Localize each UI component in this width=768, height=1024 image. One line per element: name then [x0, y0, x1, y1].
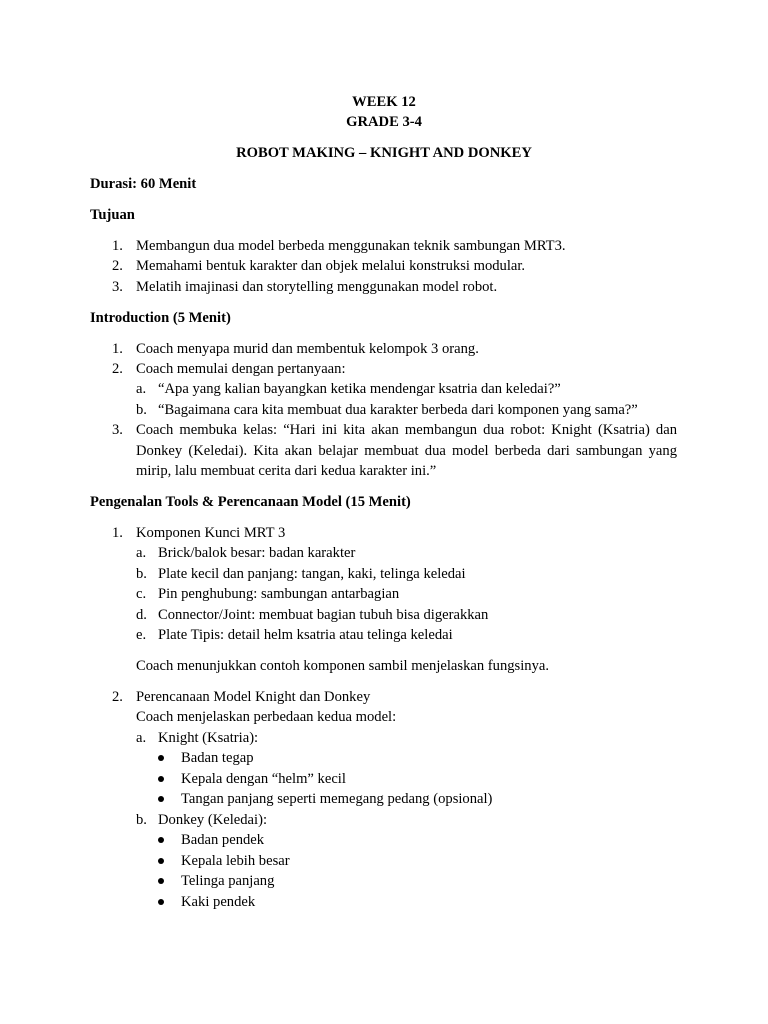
list-item: Melatih imajinasi dan storytelling menggunakan model robot.: [136, 279, 498, 295]
sublist-marker: b.: [136, 812, 147, 828]
coach-note: Coach menunjukkan contoh komponen sambil menjelaskan fungsinya.: [136, 658, 550, 674]
duration-label: Durasi: 60 Menit: [90, 176, 197, 192]
sublist-marker: a.: [136, 545, 147, 561]
bullet-item: Badan tegap: [181, 750, 254, 766]
list-marker: 2.: [112, 689, 123, 705]
list-item: Perencanaan Model Knight dan Donkey: [136, 689, 371, 705]
bullet-item: Kepala lebih besar: [181, 853, 290, 869]
list-marker: 1.: [112, 238, 123, 254]
bullet-item: Telinga panjang: [181, 873, 275, 889]
sublist-item: Plate kecil dan panjang: tangan, kaki, telinga keledai: [158, 566, 466, 582]
sublist-marker: b.: [136, 402, 147, 418]
sublist-item: Pin penghubung: sambungan antarbagian: [158, 586, 400, 602]
bullet-icon: [158, 776, 164, 782]
sublist-item-knight: Knight (Ksatria):: [158, 730, 259, 746]
bullet-item: Kepala dengan “helm” kecil: [181, 771, 346, 787]
list-marker: 2.: [112, 361, 123, 377]
grade-heading: GRADE 3-4: [346, 114, 422, 130]
sublist-marker: e.: [136, 627, 147, 643]
list-item: Coach menyapa murid dan membentuk kelompok 3 orang.: [136, 341, 479, 357]
sublist-marker: a.: [136, 730, 147, 746]
sublist-item: “Apa yang kalian bayangkan ketika mendengar ksatria dan keledai?”: [158, 381, 561, 397]
list-item-line: Coach membuka kelas: “Hari ini kita akan membangun dua robot: Knight (Ksatria) dan: [136, 422, 677, 438]
bullet-icon: [158, 899, 164, 905]
bullet-icon: [158, 858, 164, 864]
bullet-icon: [158, 796, 164, 802]
sublist-item-donkey: Donkey (Keledai):: [158, 812, 268, 828]
sublist-marker: b.: [136, 566, 147, 582]
bullet-icon: [158, 878, 164, 884]
bullet-item: Badan pendek: [181, 832, 265, 848]
list-marker: 2.: [112, 258, 123, 274]
sublist-item: Connector/Joint: membuat bagian tubuh bisa digerakkan: [158, 607, 489, 623]
sublist-marker: d.: [136, 607, 147, 623]
sublist-item: “Bagaimana cara kita membuat dua karakter berbeda dari komponen yang sama?”: [158, 402, 638, 418]
list-marker: 1.: [112, 525, 123, 541]
bullet-icon: [158, 837, 164, 843]
tujuan-heading: Tujuan: [90, 207, 135, 223]
tools-heading: Pengenalan Tools & Perencanaan Model (15 Menit): [90, 494, 411, 510]
list-item: Membangun dua model berbeda menggunakan teknik sambungan MRT3.: [136, 238, 566, 254]
bullet-item: Kaki pendek: [181, 894, 256, 910]
document-title: ROBOT MAKING – KNIGHT AND DONKEY: [236, 145, 532, 161]
introduction-heading: Introduction (5 Menit): [90, 310, 231, 326]
sublist-item: Plate Tipis: detail helm ksatria atau telinga keledai: [158, 627, 453, 643]
week-heading: WEEK 12: [352, 94, 416, 110]
list-item-line: mirip, lalu membuat cerita dari kedua karakter ini.”: [136, 463, 437, 479]
list-marker: 3.: [112, 422, 123, 438]
bullet-item: Tangan panjang seperti memegang pedang (opsional): [181, 791, 493, 807]
sublist-marker: c.: [136, 586, 147, 602]
list-item: Komponen Kunci MRT 3: [136, 525, 286, 541]
list-item-continuation: Coach menjelaskan perbedaan kedua model:: [136, 709, 397, 725]
bullet-icon: [158, 755, 164, 761]
list-item: Coach memulai dengan pertanyaan:: [136, 361, 346, 377]
list-item: Memahami bentuk karakter dan objek melalui konstruksi modular.: [136, 258, 526, 274]
list-item-line: Donkey (Keledai). Kita akan belajar membuat dua model berbeda dari sambungan yang: [136, 443, 677, 459]
sublist-marker: a.: [136, 381, 147, 397]
sublist-item: Brick/balok besar: badan karakter: [158, 545, 356, 561]
list-marker: 3.: [112, 279, 123, 295]
list-marker: 1.: [112, 341, 123, 357]
